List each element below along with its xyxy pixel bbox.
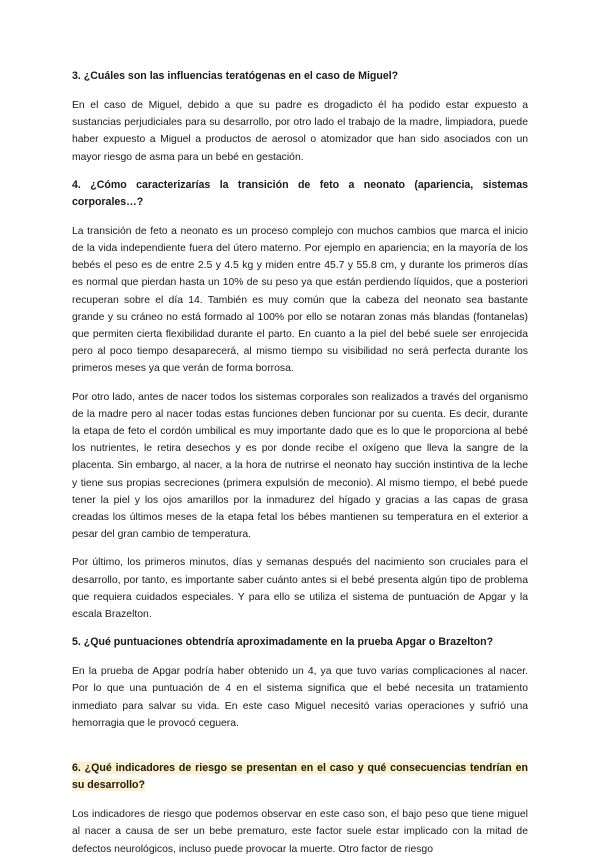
question-4-answer-paragraph-3: Por último, los primeros minutos, días y semanas después del nacimiento son cruciales para el desarrollo, por tanto, es importante saber cuánto antes si el bebé presenta algún tipo de problema que requiera cuidados especiales. Y para ello se utiliza el sistema de puntuación de Apgar y la escala Brazelton. bbox=[72, 557, 528, 621]
section-6 bbox=[72, 760, 528, 858]
question-5-heading: 5. ¿Qué puntuaciones obtendría aproximadamente en la prueba Apgar o Brazelton? bbox=[72, 636, 494, 649]
section-3 bbox=[72, 68, 528, 166]
question-6-highlight: 6. ¿Qué indicadores de riesgo se presentan en el caso y qué consecuencias tendrían en su desarrollo? bbox=[72, 762, 528, 792]
question-4-answer-paragraph-1: La transición de feto a neonato es un proceso complejo con muchos cambios que marca el inicio de la vida independiente fuera del útero materno. Por ejemplo en apariencia; en la mayoría de los bebés el peso es de entre 2.5 y 4.5 kg y miden entre 45.7 y 55.8 cm, y durante los primeros días es normal que pierdan hasta un 10% de su peso ya que están perdiendo líquidos, que a posteriori recuperan sobre el día 14. También es muy común que la cabeza del neonato sea bastante grande y su cráneo no está formado al 100% por ello se notaran zonas más blandas (fontanelas) que permiten cierta flexibilidad durante el parto. En cuanto a la piel del bebé suele ser enrojecida pero al poco tiempo desaparecerá, al mismo tiempo su visibilidad no será perfecta durante los primeros meses ya que verán de forma borrosa. bbox=[72, 225, 528, 375]
question-6-answer: Los indicadores de riesgo que podemos observar en este caso son, el bajo peso que tiene miguel al nacer a causa de ser un bebe prematuro, este factor suele estar implicado con la mitad de defectos neurológicos, incluso puede provocar la muerte. Otro factor de riesgo bbox=[72, 809, 528, 855]
section-4 bbox=[72, 177, 528, 623]
question-3-answer: En el caso de Miguel, debido a que su padre es drogadicto él ha podido estar expuesto a sustancias perjudiciales para su desarrollo, por otro lado el trabajo de la madre, limpiadora, puede haber expuesto a Miguel a productos de aerosol o atomizador que han sido asociados con un mayor riesgo de asma para un bebé en gestación. bbox=[72, 100, 528, 163]
section-5 bbox=[72, 634, 528, 732]
question-4-heading: 4. ¿Cómo caracterizarías la transición de feto a neonato (apariencia, sistemas corporales…? bbox=[72, 178, 528, 208]
question-3-heading: 3. ¿Cuáles son las influencias teratógenas en el caso de Miguel? bbox=[72, 70, 399, 82]
question-4-answer-paragraph-2: Por otro lado, antes de nacer todos los sistemas corporales son realizados a través del organismo de la madre pero al nacer todas estas funciones deben funcionar por su cuenta. Es decir, durante la etapa de feto el cordón umbilical es muy importante dado que es lo que le proporciona al bebé los nutrientes, le retira desechos y es por donde recibe el oxígeno que lleva la sangre de la placenta. Sin embargo, al nacer, a la hora de nutrirse el neonato hay succión instintiva de la leche y tiene sus propias secreciones (primera expulsión de meconio). Al mismo tiempo, el bebé puede tener la piel y los ojos amarillos por la inmadurez del hígado y gracias a las capas de grasa creadas los últimos meses de la etapa fetal los bébes mantienen su temperatura en el exterior a pesar del gran cambio de temperatura. bbox=[72, 391, 528, 541]
question-5-answer: En la prueba de Apgar podría haber obtenido un 4, ya que tuvo varias complicaciones al nacer. Por lo que una puntuación de 4 en el sistema significa que el bebé necesita un tratamiento inmediato para salvar su vida. En este caso Miguel necesitó varias operaciones y sufrió una hemorragia que le provocó ceguera. bbox=[72, 666, 528, 729]
question-6-heading bbox=[72, 760, 528, 794]
